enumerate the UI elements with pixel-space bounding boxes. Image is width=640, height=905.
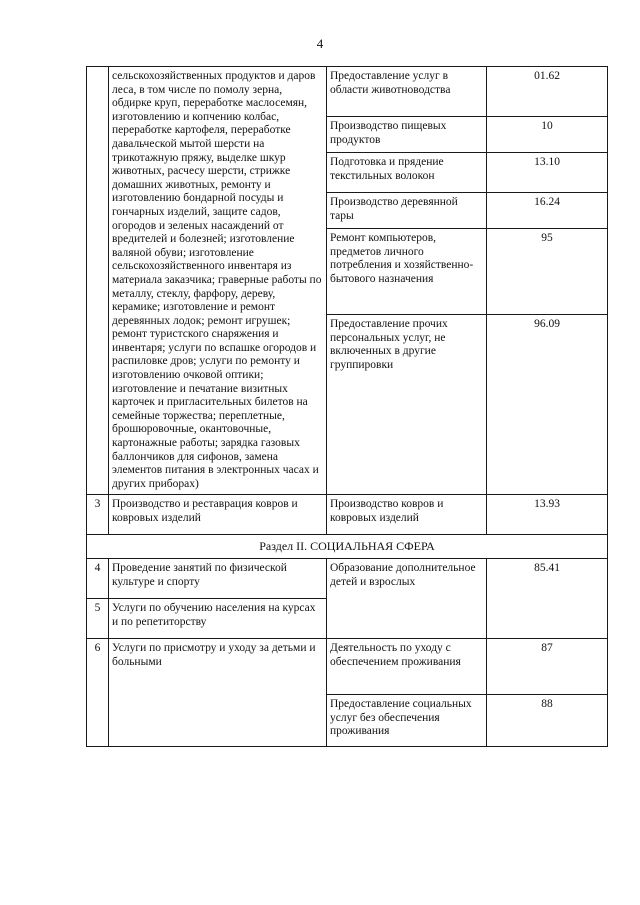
activity-cell: Образование дополнительное детей и взрослых (327, 559, 487, 639)
page-number: 4 (316, 36, 324, 51)
service-description-cell: Проведение занятий по физической культуре и спорту (109, 559, 327, 599)
service-description-cell: Услуги по обучению населения на курсах и по репетиторству (109, 599, 327, 639)
okved-code-cell: 96.09 (487, 315, 608, 495)
activity-cell: Производство деревянной тары (327, 193, 487, 229)
activity-cell: Предоставление прочих персональных услуг, не включенных в другие группировки (327, 315, 487, 495)
table-row (87, 67, 608, 117)
service-description-cell: Производство и реставрация ковров и ковровых изделий (109, 495, 327, 535)
table-row (87, 495, 608, 535)
activity-cell: Производство ковров и ковровых изделий (327, 495, 487, 535)
services-table (86, 66, 608, 747)
okved-code-cell: 16.24 (487, 193, 608, 229)
okved-code-cell: 95 (487, 229, 608, 315)
activity-cell: Производство пищевых продуктов (327, 117, 487, 153)
okved-code-cell: 13.10 (487, 153, 608, 193)
service-description-cell: сельскохозяйственных продуктов и даров леса, в том числе по помолу зерна, обдирке круп, переработке маслосемян, изготовлению и копчению колбас, переработке картофеля, переработке давальческой мытой шерсти на трикотажную пряжу, выделке шкур животных, расчесу шерсти, стрижке домашних животных, ремонту и изготовлению бондарной посуды и гончарных изделий, защите садов, огородов и зеленых насаждений от вредителей и болезней; изготовление валяной обуви; изготовление сельскохозяйственного инвентаря из материала заказчика; граверные работы по металлу, стеклу, фарфору, дереву, керамике; изготовление и ремонт деревянных лодок; ремонт игрушек; ремонт туристского снаряжения и инвентаря; услуги по вспашке огородов и распиловке дров; услуги по ремонту и изготовлению очковой оптики; изготовление и печатание визитных карточек и пригласительных билетов на семейные торжества; переплетные, брошюровочные, окантовочные, картонажные работы; зарядка газовых баллончиков для сифонов, замена элементов питания в электронных часах и других приборах) (109, 67, 327, 495)
table-row (87, 559, 608, 599)
okved-code-cell: 01.62 (487, 67, 608, 117)
section-title: Раздел II. СОЦИАЛЬНАЯ СФЕРА (87, 535, 608, 559)
okved-code-cell: 10 (487, 117, 608, 153)
activity-cell: Ремонт компьютеров, предметов личного потребления и хозяйственно-бытового назначения (327, 229, 487, 315)
activity-cell: Подготовка и прядение текстильных волокон (327, 153, 487, 193)
okved-code-cell: 88 (487, 695, 608, 747)
service-description-cell: Услуги по присмотру и уходу за детьми и больными (109, 639, 327, 747)
row-number-cell (87, 67, 109, 495)
table-row (87, 639, 608, 695)
okved-code-cell: 87 (487, 639, 608, 695)
activity-cell: Предоставление социальных услуг без обеспечения проживания (327, 695, 487, 747)
row-number-cell: 4 (87, 559, 109, 599)
activity-cell: Предоставление услуг в области животноводства (327, 67, 487, 117)
okved-code-cell: 13.93 (487, 495, 608, 535)
row-number-cell: 5 (87, 599, 109, 639)
row-number-cell: 6 (87, 639, 109, 747)
row-number-cell: 3 (87, 495, 109, 535)
activity-cell: Деятельность по уходу с обеспечением проживания (327, 639, 487, 695)
okved-code-cell: 85.41 (487, 559, 608, 639)
section-heading-row (87, 535, 608, 559)
